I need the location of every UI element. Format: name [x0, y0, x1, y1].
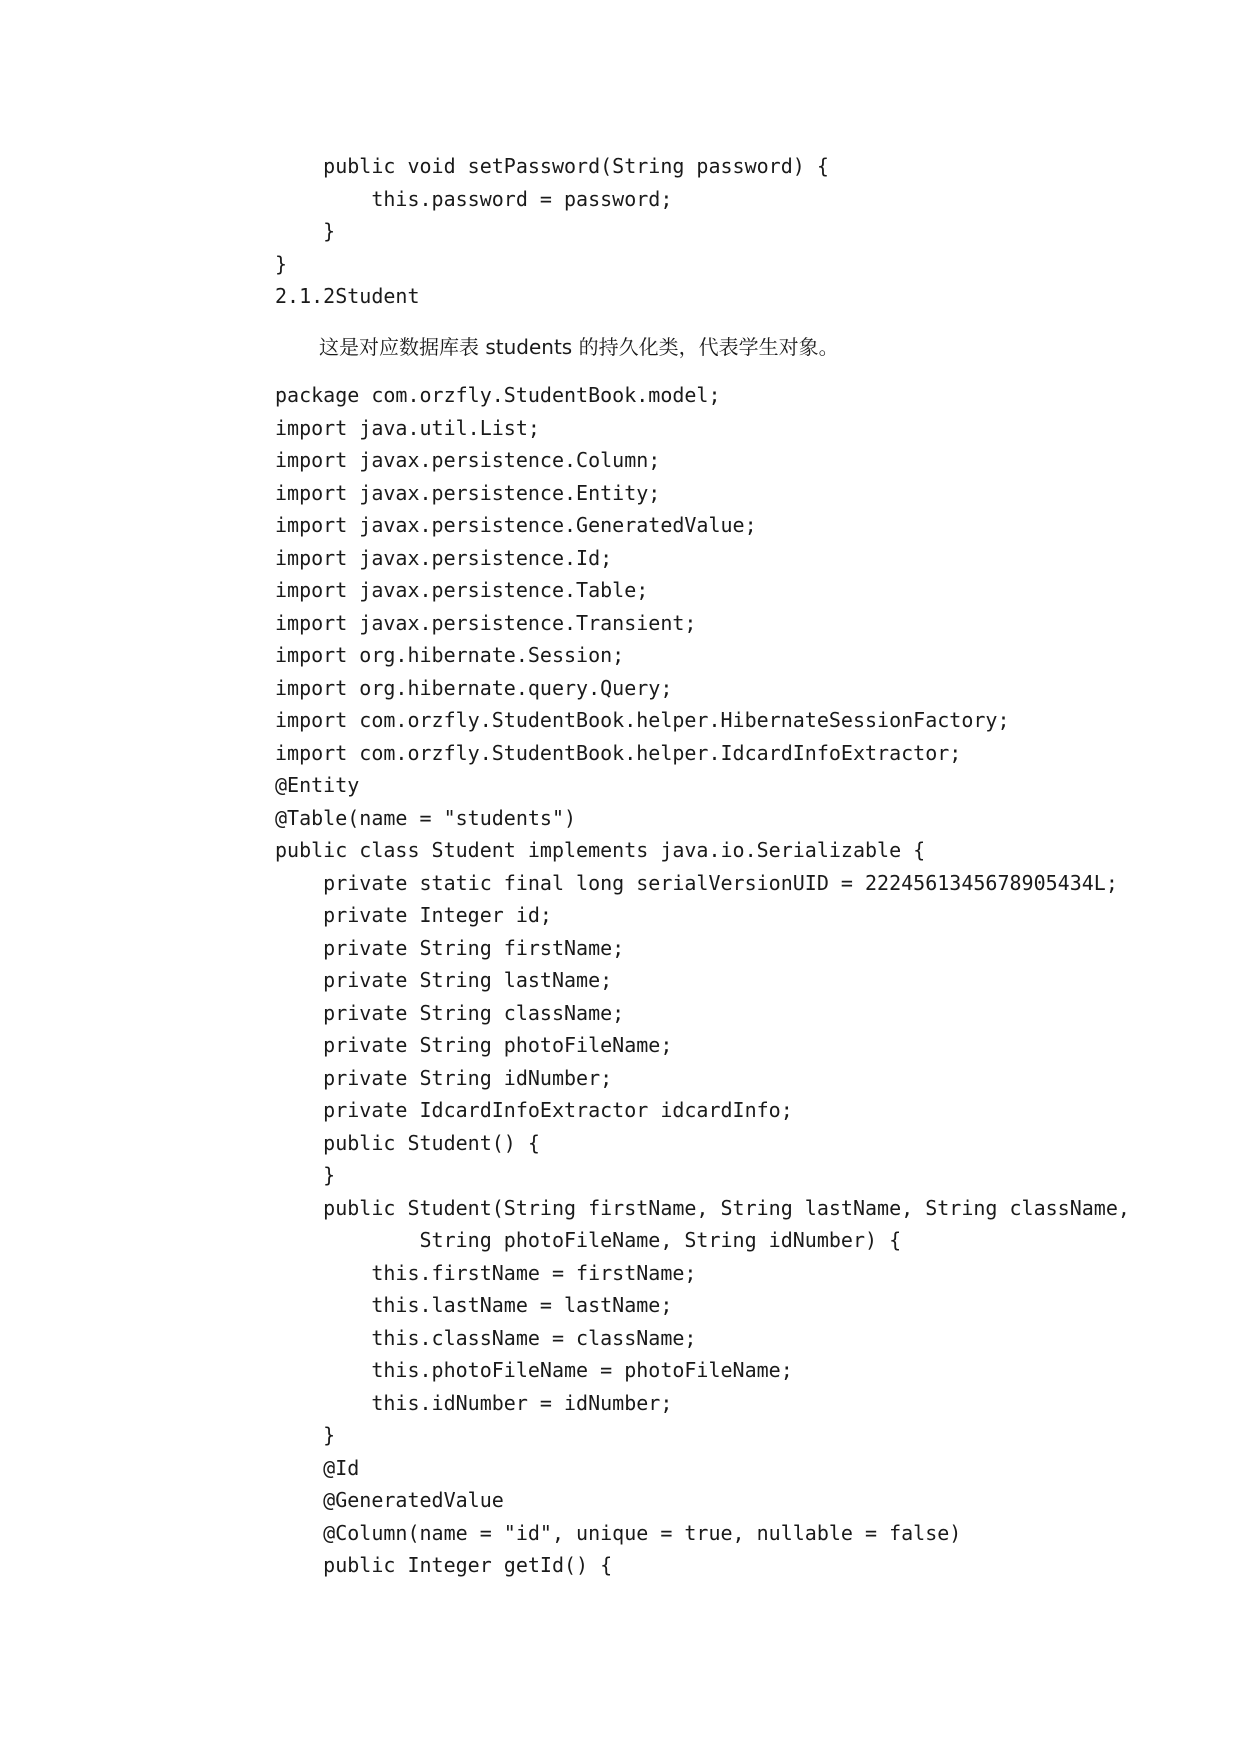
code-line: public Student() { [275, 1130, 540, 1155]
code-line: private String firstName; [275, 935, 625, 960]
code-line: } [275, 219, 336, 243]
code-line: String photoFileName, String idNumber) { [275, 1228, 902, 1252]
code-line: import javax.persistence.Column; [275, 448, 661, 472]
code-line: private String lastName; [275, 968, 613, 992]
code-line: private String idNumber; [275, 1065, 613, 1090]
code-line: } [275, 1423, 336, 1447]
section-description: 这是对应数据库表 students 的持久化类，代表学生对象。 [319, 335, 839, 359]
code-line: this.className = className; [275, 1325, 697, 1350]
code-line: import org.hibernate.query.Query; [275, 675, 673, 700]
code-line: private static final long serialVersionUID = 2224561345678905434L; [275, 870, 1118, 895]
code-line: private String className; [275, 1000, 625, 1025]
code-line: public Integer getId() { [275, 1553, 613, 1577]
code-block-main [275, 379, 1130, 1582]
code-line: } [275, 251, 288, 276]
code-line: import javax.persistence.Id; [275, 545, 613, 570]
code-line: import com.orzfly.StudentBook.helper.HibernateSessionFactory; [275, 708, 1010, 732]
code-line: public Student(String firstName, String lastName, String className, [275, 1195, 1130, 1220]
code-line: this.firstName = firstName; [275, 1260, 697, 1285]
code-line: private String photoFileName; [275, 1033, 673, 1057]
code-line: @GeneratedValue [275, 1488, 504, 1512]
code-line: import javax.persistence.Table; [275, 578, 649, 602]
code-line: public class Student implements java.io.Serializable { [275, 838, 926, 862]
section-heading: 2.1.2Student [275, 284, 420, 308]
code-line: import org.hibernate.Session; [275, 643, 625, 667]
code-line: } [275, 1163, 336, 1187]
code-line: package com.orzfly.StudentBook.model; [275, 383, 721, 407]
code-line: import com.orzfly.StudentBook.helper.IdcardInfoExtractor; [275, 740, 962, 765]
code-line: @Column(name = "id", unique = true, nullable = false) [275, 1520, 962, 1545]
code-line: import javax.persistence.Transient; [275, 610, 697, 635]
code-line: import javax.persistence.Entity; [275, 480, 661, 505]
code-block-top [275, 150, 829, 280]
code-line: import javax.persistence.GeneratedValue; [275, 513, 757, 537]
code-line: public void setPassword(String password) { [275, 154, 829, 178]
code-line: private Integer id; [275, 903, 552, 927]
code-line: private IdcardInfoExtractor idcardInfo; [275, 1098, 793, 1122]
code-line: this.lastName = lastName; [275, 1293, 673, 1317]
code-line: this.password = password; [275, 186, 673, 211]
code-line: @Id [275, 1455, 360, 1480]
code-line: this.photoFileName = photoFileName; [275, 1358, 793, 1382]
code-line: this.idNumber = idNumber; [275, 1390, 673, 1415]
code-line: @Entity [275, 773, 360, 797]
code-line: import java.util.List; [275, 415, 540, 440]
code-line: @Table(name = "students") [275, 805, 577, 830]
